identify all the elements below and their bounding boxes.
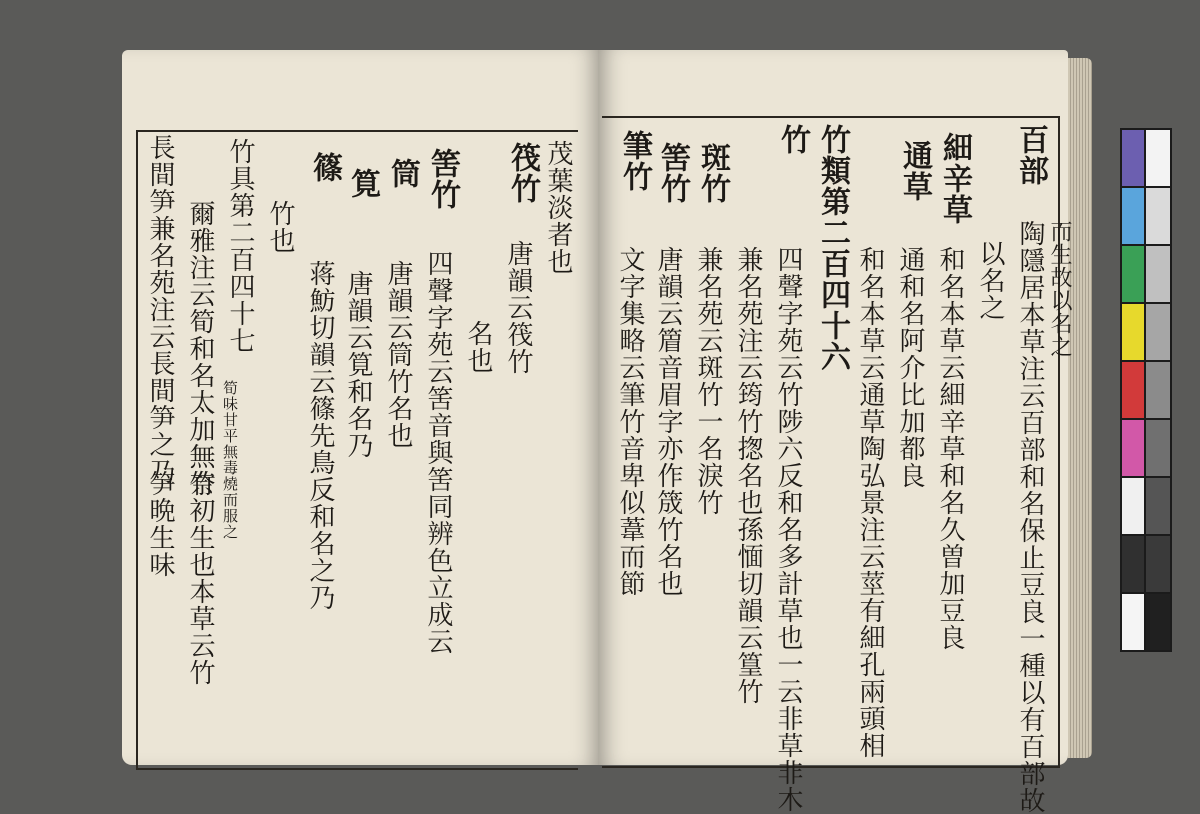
right-body-text: 兼名苑云斑竹一名淚竹 (693, 246, 723, 516)
left-body-text: 唐韻云筒竹名也 (383, 260, 413, 449)
color-patch-cyan (1122, 188, 1144, 244)
left-body-text: 四聲字苑云筈音與筈同辨色立成云 (423, 250, 453, 655)
left-heading: 筈竹 (425, 148, 460, 210)
right-heading: 百部 (1013, 124, 1048, 186)
gray-step (1146, 362, 1170, 418)
right-heading: 細辛草 (937, 132, 972, 225)
color-patch-white (1122, 478, 1144, 534)
left-heading: 筏竹 (505, 142, 540, 204)
gray-step (1146, 478, 1170, 534)
right-body-text: 而生故以名之 (1047, 220, 1072, 358)
color-patch-yellow (1122, 304, 1144, 360)
color-checker-card (1120, 128, 1172, 652)
right-body-text: 兼名苑注云筠竹揔名也孫愐切韻云篁竹 (733, 246, 763, 705)
color-patch-black (1122, 536, 1144, 592)
right-body-text: 文字集略云筆竹音卑似葦而節 (615, 246, 645, 597)
gray-step (1146, 188, 1170, 244)
right-body-text: 四聲字苑云竹陟六反和名多計草也一云非草非木 (773, 246, 803, 813)
left-border (136, 130, 138, 766)
left-heading: 筒 (385, 158, 420, 189)
left-heading: 篠 (307, 152, 342, 183)
right-body-text: 以名之 (975, 240, 1005, 321)
gray-step (1146, 304, 1170, 360)
gray-step (1146, 594, 1170, 650)
left-body-text: 長間笋兼名苑注云長間笋之乃 (145, 134, 175, 485)
right-heading: 筈竹 (655, 142, 690, 204)
gray-step (1146, 130, 1170, 186)
right-heading: 竹 (775, 124, 810, 155)
left-body-text: 茂葉淡者也 (543, 140, 573, 275)
left-body-text: 爾雅注云筍和名太加無奈 (185, 200, 215, 497)
right-body-text: 和名本草云細辛草和名久曽加豆良 (935, 246, 965, 651)
right-section-title: 竹類第二百四十六 (815, 124, 850, 372)
left-body-text: 蒋魴切韻云篠先鳥反和名之乃 (305, 260, 335, 611)
gray-step (1146, 420, 1170, 476)
right-body-text: 唐韻云篃音眉字亦作筬竹名也 (653, 246, 683, 597)
left-body-text: 唐韻云筏竹 (503, 240, 533, 375)
right-heading: 筆竹 (617, 130, 652, 192)
left-body-text: 名也 (463, 320, 493, 374)
color-patch-green (1122, 246, 1144, 302)
right-page (598, 50, 1072, 814)
right-heading: 斑竹 (695, 142, 730, 204)
left-annotation: 筍味甘平無毒燒而服之 (221, 380, 239, 540)
gray-step (1146, 536, 1170, 592)
right-body-text: 通和名阿介比加都良 (895, 246, 925, 489)
color-patch-white-2 (1122, 594, 1144, 650)
open-book (112, 40, 1092, 814)
left-page (122, 50, 600, 765)
color-patch-magenta (1122, 420, 1144, 476)
left-body-text: 竹初生也本草云竹 (185, 470, 215, 686)
gray-step (1146, 246, 1170, 302)
color-patch-violet (1122, 130, 1144, 186)
color-patch-red (1122, 362, 1144, 418)
left-body-text: 笋晩生味 (145, 470, 175, 578)
left-body-text: 唐韻云筧和名乃 (343, 270, 373, 459)
right-body-text: 和名本草云通草陶弘景注云莖有細孔兩頭相 (855, 246, 885, 759)
right-heading: 通草 (897, 140, 932, 202)
left-section-title: 竹具第二百四十七 (225, 138, 255, 354)
left-body-text: 竹也 (265, 200, 295, 254)
right-body-text: 陶隱居本草注云百部和名保止豆良一種以有百部故 (1015, 220, 1045, 814)
left-heading: 筧 (345, 168, 380, 199)
